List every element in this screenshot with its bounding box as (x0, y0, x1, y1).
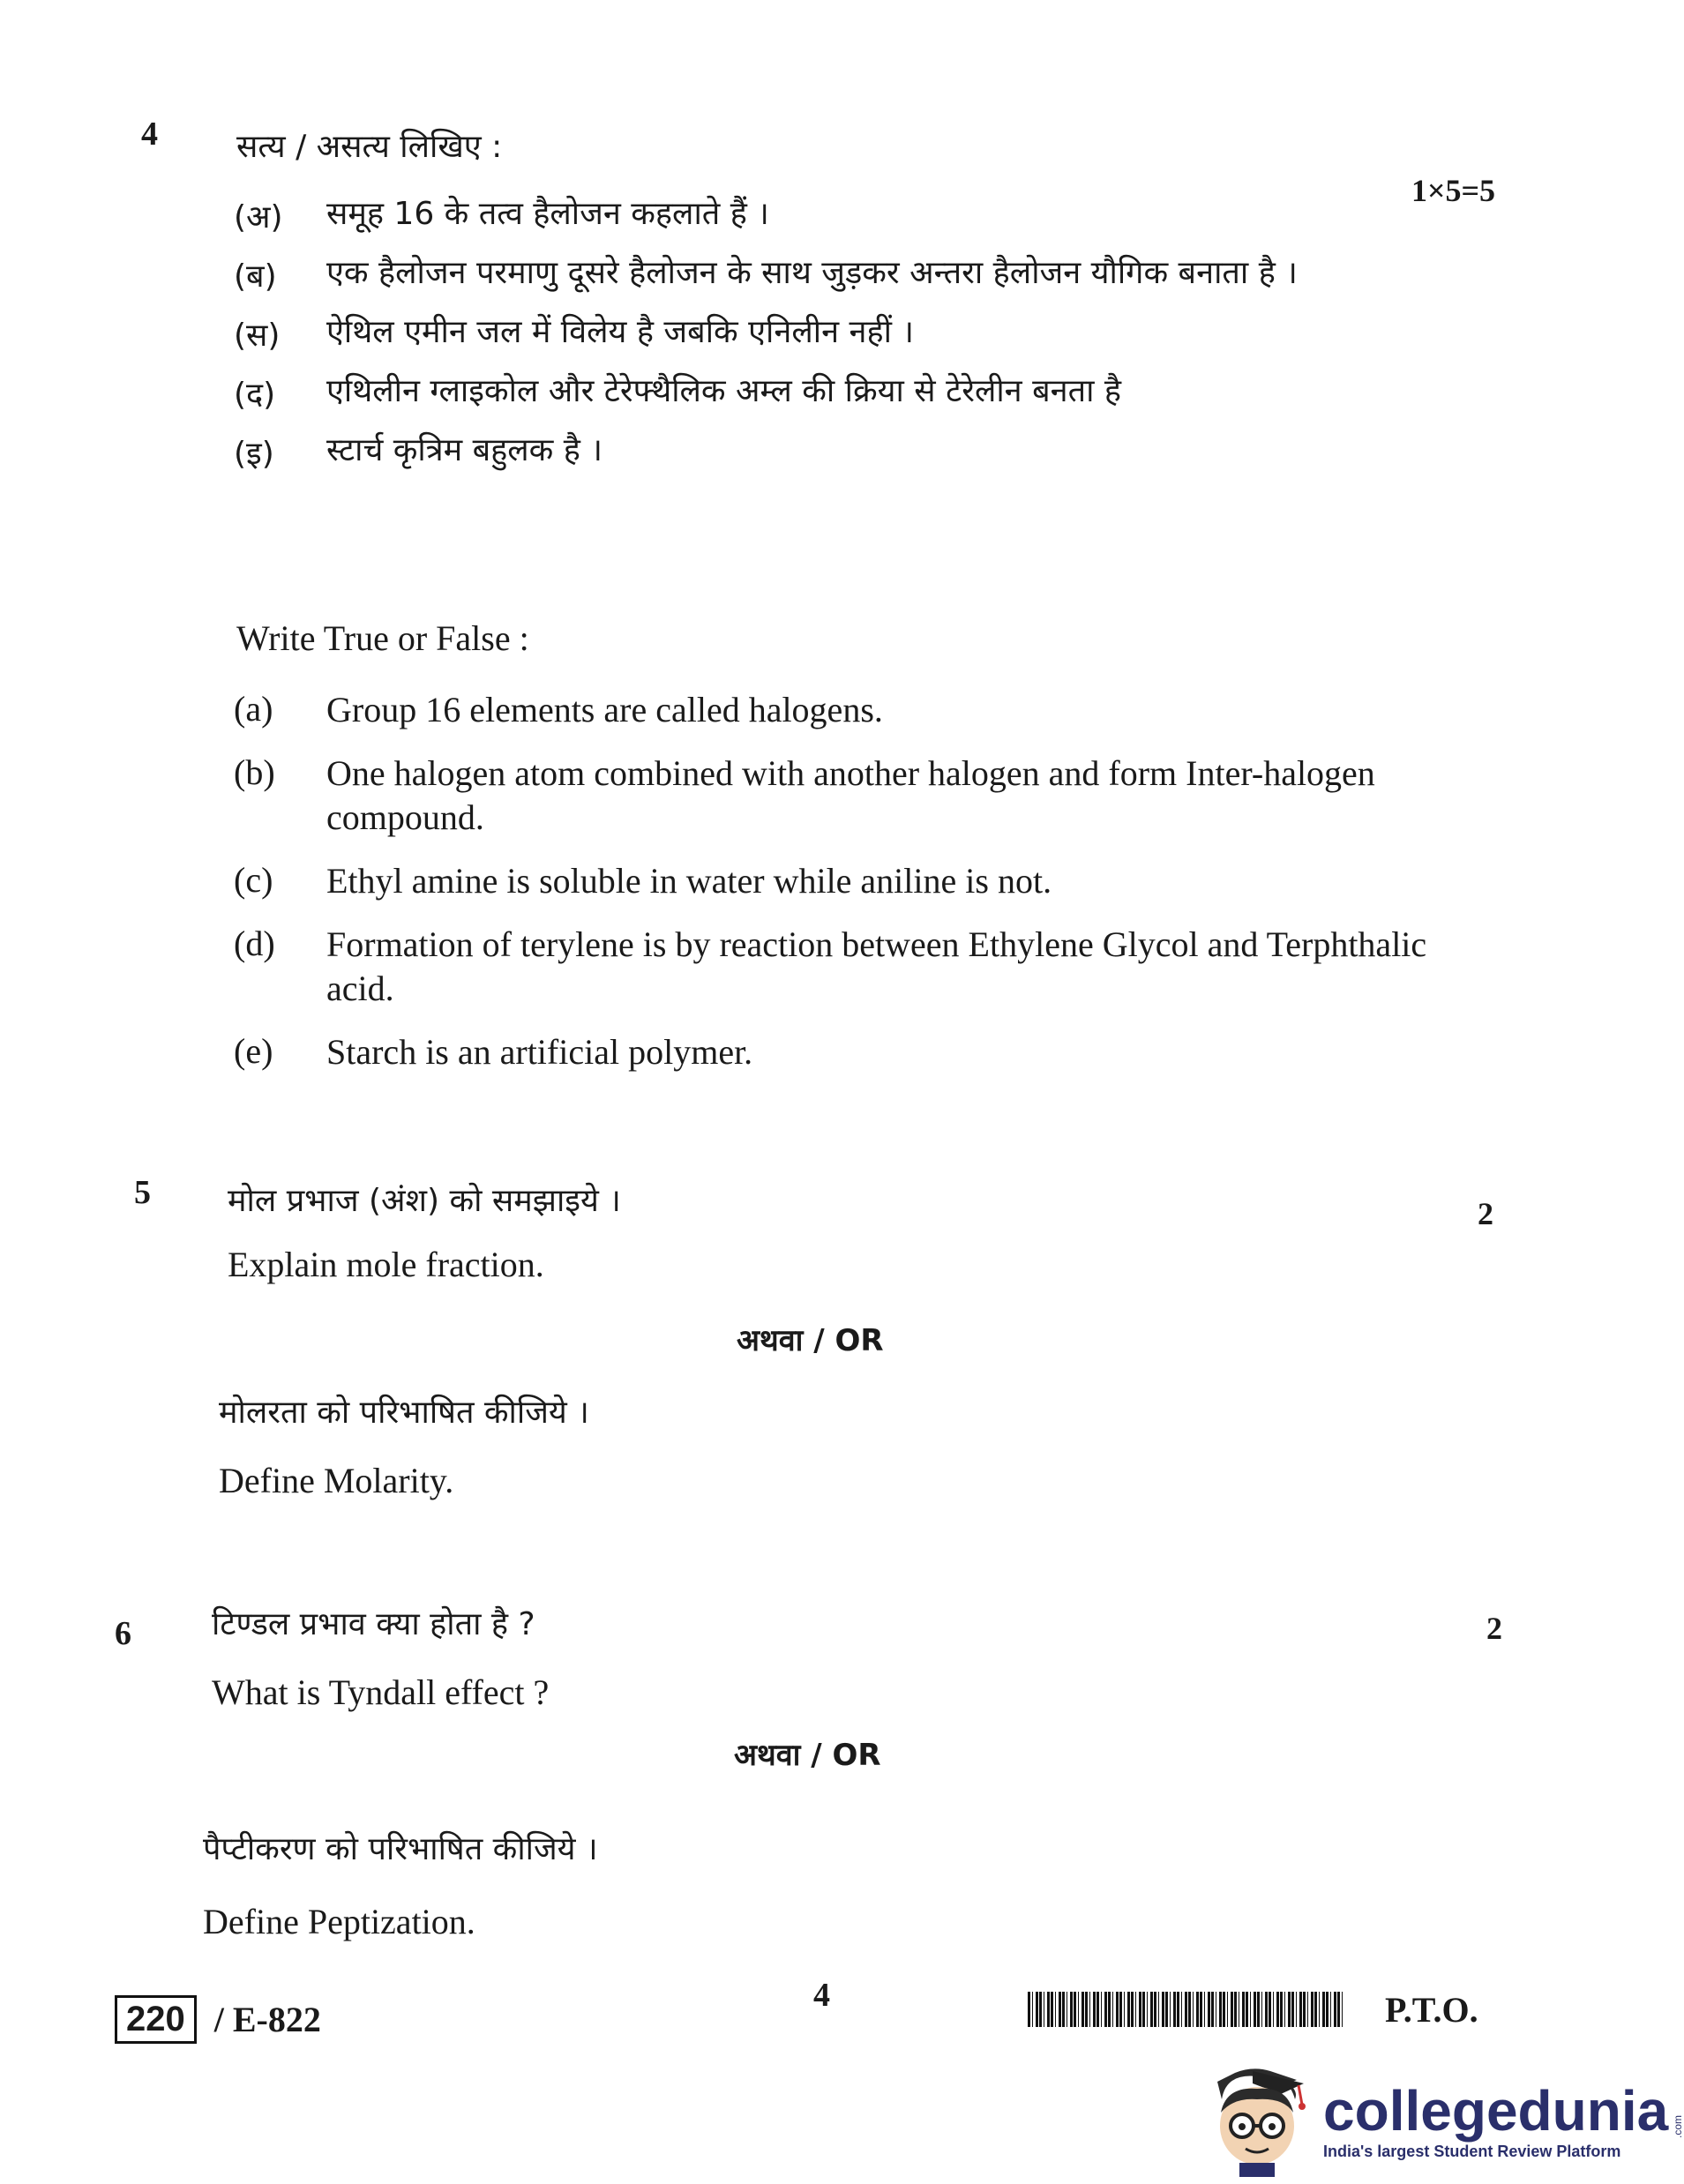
q4-hindi-items (234, 194, 1416, 474)
q6-alt-english: Define Peptization. (203, 1902, 475, 1941)
q4-english-item-c: (c) Ethyl amine is soluble in water while aniline is not. (234, 860, 1052, 901)
q5-marks: 2 (1478, 1196, 1493, 1231)
q4-english-item-b: (b) One halogen atom combined with another halogen and form Inter-halogen compound. (234, 752, 1375, 837)
q4-hindi-item-e: (इ) स्टार्च कृत्रिम बहुलक है । (234, 432, 602, 472)
q4-english-item-a: (a) Group 16 elements are called halogens. (234, 689, 883, 729)
collegedunia-suffix: .com (1672, 2115, 1684, 2139)
paper-code (115, 1995, 321, 2044)
q6-marks: 2 (1486, 1611, 1502, 1646)
q5-or: अथवा / OR (737, 1323, 884, 1358)
collegedunia-tagline: India's largest Student Review Platform (1323, 2142, 1621, 2160)
q4-english-heading: Write True or False : (236, 618, 529, 658)
q5-english: Explain mole fraction. (228, 1245, 544, 1284)
q6-hindi: टिण्डल प्रभाव क्या होता है ? (212, 1606, 535, 1642)
collegedunia-name: collegedunia (1323, 2078, 1669, 2143)
q6-english: What is Tyndall effect ? (212, 1672, 550, 1712)
q6-or: अथवा / OR (734, 1738, 881, 1773)
student-mascot-icon (1200, 2064, 1314, 2179)
q4-english-item-e: (e) Starch is an artificial polymer. (234, 1031, 753, 1072)
q4-hindi-item-b: (ब) एक हैलोजन परमाणु दूसरे हैलोजन के साथ जुड़कर अन्तरा हैलोजन यौगिक बनाता है । (234, 255, 1298, 295)
q5-alt-hindi: मोलरता को परिभाषित कीजिये । (219, 1395, 589, 1431)
paper-code-suffix: / E-822 (213, 2000, 321, 2039)
q4-hindi-item-c: (स) ऐथिल एमीन जल में विलेय है जबकि एनिलीन नहीं । (234, 314, 914, 354)
q4-number: 4 (141, 116, 158, 153)
q4-hindi-heading: सत्य / असत्य लिखिए : (236, 129, 503, 165)
q4-marks: 1×5=5 (1411, 173, 1496, 208)
q4-english-item-d: (d) Formation of terylene is by reaction between Ethylene Glycol and Terphthalic acid. (234, 924, 1427, 1008)
q5-alt-english: Define Molarity. (219, 1461, 454, 1500)
collegedunia-watermark (1200, 2064, 1684, 2179)
barcode (1028, 1992, 1345, 2027)
q5-hindi: मोल प्रभाज (अंश) को समझाइये । (228, 1183, 621, 1219)
q4-english-items (234, 688, 1433, 1074)
q4-hindi-item-d: (द) एथिलीन ग्लाइकोल और टेरेफ्थैलिक अम्ल की क्रिया से टेरेलीन बनता है (234, 373, 1122, 413)
paper-code-box: 220 (115, 1995, 197, 2044)
pto-text: P.T.O. (1385, 1990, 1478, 2030)
q4-hindi-item-a: (अ) समूह 16 के तत्व हैलोजन कहलाते हैं । (234, 196, 769, 236)
q6-alt-hindi: पैप्टीकरण को परिभाषित कीजिये । (203, 1831, 598, 1867)
page-number: 4 (813, 1977, 830, 2014)
q6-number: 6 (115, 1615, 131, 1652)
q5-number: 5 (134, 1174, 151, 1211)
